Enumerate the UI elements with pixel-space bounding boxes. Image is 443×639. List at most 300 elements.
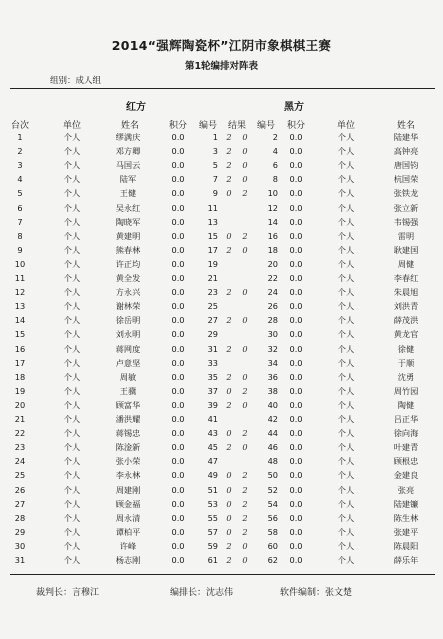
cell-id-red: 55 bbox=[207, 512, 218, 523]
cell-score-red: 0.0 bbox=[171, 385, 185, 396]
cell-table-no: 19 bbox=[14, 385, 26, 396]
cell-score-red: 0.0 bbox=[171, 442, 185, 453]
cell-name-black: 薛茂洪 bbox=[393, 315, 419, 326]
cell-result-red: 2 bbox=[226, 371, 232, 382]
cell-name-red: 刘永明 bbox=[115, 329, 141, 340]
cell-id-black: 14 bbox=[267, 216, 278, 227]
cell-id-black: 32 bbox=[267, 343, 278, 354]
cell-name-red: 谭柏平 bbox=[115, 526, 141, 537]
table-row bbox=[0, 470, 443, 483]
cell-unit-black: 个人 bbox=[337, 385, 355, 396]
cell-score-red: 0.0 bbox=[171, 498, 185, 509]
cell-name-red: 杨志刚 bbox=[115, 555, 141, 565]
cell-name-red: 谢林荣 bbox=[115, 301, 141, 312]
cell-id-black: 52 bbox=[267, 484, 278, 495]
cell-unit-red: 个人 bbox=[63, 470, 81, 481]
cell-name-black: 耿建国 bbox=[393, 244, 419, 255]
cell-table-no: 11 bbox=[14, 273, 26, 283]
cell-unit-black: 个人 bbox=[337, 258, 355, 269]
cell-id-black: 56 bbox=[267, 512, 278, 523]
cell-unit-black: 个人 bbox=[337, 230, 355, 241]
cell-score-red: 0.0 bbox=[171, 273, 185, 283]
cell-result-black: 2 bbox=[242, 470, 248, 481]
cell-score-red: 0.0 bbox=[171, 146, 185, 157]
cell-score-black: 0.0 bbox=[289, 526, 303, 537]
cell-name-red: 邓方卿 bbox=[115, 146, 141, 157]
cell-table-no: 8 bbox=[17, 230, 23, 241]
cell-table-no: 30 bbox=[14, 540, 26, 551]
cell-unit-black: 个人 bbox=[337, 371, 355, 382]
cell-result-black: 0 bbox=[242, 343, 248, 354]
cell-score-black: 0.0 bbox=[289, 132, 303, 142]
cell-table-no: 5 bbox=[17, 188, 23, 199]
cell-id-black: 50 bbox=[267, 470, 278, 481]
table-row bbox=[0, 146, 443, 159]
cell-score-black: 0.0 bbox=[289, 371, 303, 382]
cell-score-red: 0.0 bbox=[171, 484, 185, 495]
cell-unit-red: 个人 bbox=[63, 456, 81, 467]
cell-unit-red: 个人 bbox=[63, 216, 81, 227]
cell-score-black: 0.0 bbox=[289, 343, 303, 354]
cell-result-black: 2 bbox=[242, 526, 248, 537]
cell-score-red: 0.0 bbox=[171, 343, 185, 354]
table-row bbox=[0, 527, 443, 540]
cell-id-black: 44 bbox=[267, 428, 278, 439]
cell-table-no: 20 bbox=[14, 399, 26, 410]
cell-result-red: 0 bbox=[226, 385, 232, 396]
cell-score-red: 0.0 bbox=[171, 399, 185, 410]
cell-result-red: 2 bbox=[226, 555, 232, 565]
cell-score-red: 0.0 bbox=[171, 526, 185, 537]
cell-result-black: 2 bbox=[242, 230, 248, 241]
cell-unit-red: 个人 bbox=[63, 188, 81, 199]
cell-result-black: 0 bbox=[242, 132, 248, 142]
cell-id-red: 5 bbox=[212, 160, 218, 171]
cell-score-black: 0.0 bbox=[289, 456, 303, 467]
cell-id-red: 1 bbox=[212, 132, 218, 142]
cell-name-black: 于顺 bbox=[397, 357, 415, 368]
cell-id-black: 46 bbox=[267, 442, 278, 453]
cell-result-red: 0 bbox=[226, 188, 232, 199]
cell-score-black: 0.0 bbox=[289, 258, 303, 269]
cell-id-red: 61 bbox=[207, 555, 218, 565]
cell-table-no: 2 bbox=[17, 146, 23, 157]
cell-result-red: 2 bbox=[226, 146, 232, 157]
table-row bbox=[0, 513, 443, 526]
cell-unit-black: 个人 bbox=[337, 442, 355, 453]
cell-table-no: 13 bbox=[14, 301, 26, 312]
cell-table-no: 15 bbox=[14, 329, 26, 340]
cell-name-red: 蒋网度 bbox=[115, 343, 141, 354]
cell-result-red: 2 bbox=[226, 399, 232, 410]
cell-table-no: 28 bbox=[14, 512, 26, 523]
cell-unit-black: 个人 bbox=[337, 498, 355, 509]
cell-unit-red: 个人 bbox=[63, 202, 81, 213]
table-row bbox=[0, 485, 443, 498]
cell-table-no: 21 bbox=[14, 414, 26, 424]
cell-name-black: 唐国钧 bbox=[393, 160, 419, 171]
cell-score-black: 0.0 bbox=[289, 160, 303, 171]
cell-name-red: 潘洪耀 bbox=[115, 414, 141, 424]
cell-name-red: 陶晓军 bbox=[115, 216, 141, 227]
cell-name-red: 顾富华 bbox=[115, 399, 141, 410]
table-row bbox=[0, 273, 443, 286]
cell-score-black: 0.0 bbox=[289, 470, 303, 481]
cell-score-red: 0.0 bbox=[171, 555, 185, 565]
cell-id-black: 54 bbox=[267, 498, 278, 509]
cell-unit-red: 个人 bbox=[63, 287, 81, 298]
cell-name-black: 陈晨阳 bbox=[393, 540, 419, 551]
cell-name-black: 陆建镰 bbox=[393, 498, 419, 509]
cell-score-red: 0.0 bbox=[171, 301, 185, 312]
cell-score-black: 0.0 bbox=[289, 428, 303, 439]
cell-table-no: 18 bbox=[14, 371, 26, 382]
cell-name-red: 熊春林 bbox=[115, 244, 141, 255]
cell-id-black: 26 bbox=[267, 301, 278, 312]
cell-table-no: 6 bbox=[17, 202, 23, 213]
cell-name-red: 许峰 bbox=[119, 540, 137, 551]
cell-name-red: 黄全发 bbox=[115, 273, 141, 283]
cell-id-red: 53 bbox=[207, 498, 218, 509]
cell-unit-red: 个人 bbox=[63, 329, 81, 340]
cell-score-red: 0.0 bbox=[171, 216, 185, 227]
table-row bbox=[0, 329, 443, 342]
cell-table-no: 31 bbox=[14, 555, 26, 565]
cell-id-red: 33 bbox=[207, 357, 218, 368]
cell-unit-red: 个人 bbox=[63, 273, 81, 283]
cell-name-black: 黄龙官 bbox=[393, 329, 419, 340]
cell-id-black: 2 bbox=[272, 132, 278, 142]
cell-name-black: 李春红 bbox=[393, 273, 419, 283]
cell-id-black: 22 bbox=[267, 273, 278, 283]
cell-table-no: 7 bbox=[17, 216, 23, 227]
cell-score-black: 0.0 bbox=[289, 357, 303, 368]
cell-result-black: 0 bbox=[242, 287, 248, 298]
cell-result-black: 0 bbox=[242, 244, 248, 255]
cell-name-red: 缪满庆 bbox=[115, 132, 141, 142]
cell-unit-black: 个人 bbox=[337, 273, 355, 283]
cell-result-red: 0 bbox=[226, 484, 232, 495]
cell-name-black: 张亮 bbox=[397, 484, 415, 495]
cell-id-black: 42 bbox=[267, 414, 278, 424]
cell-id-red: 49 bbox=[207, 470, 218, 481]
cell-name-red: 王健 bbox=[119, 188, 137, 199]
cell-unit-black: 个人 bbox=[337, 329, 355, 340]
cell-name-red: 马国云 bbox=[115, 160, 141, 171]
table-row bbox=[0, 217, 443, 230]
cell-id-red: 15 bbox=[207, 230, 218, 241]
scheduler-label: 编排长：沈志伟 bbox=[170, 588, 234, 598]
black-side-label: 黑方 bbox=[284, 102, 304, 113]
cell-id-red: 51 bbox=[207, 484, 218, 495]
cell-id-black: 24 bbox=[267, 287, 278, 298]
cell-id-red: 23 bbox=[207, 287, 218, 298]
cell-unit-black: 个人 bbox=[337, 287, 355, 298]
cell-score-black: 0.0 bbox=[289, 146, 303, 157]
cell-id-black: 38 bbox=[267, 385, 278, 396]
cell-result-black: 0 bbox=[242, 160, 248, 171]
header-name-red: 姓名 bbox=[120, 121, 139, 131]
cell-result-black: 2 bbox=[242, 512, 248, 523]
cell-name-black: 金建良 bbox=[393, 470, 419, 481]
cell-result-red: 0 bbox=[226, 230, 232, 241]
cell-id-red: 31 bbox=[207, 343, 218, 354]
cell-result-black: 2 bbox=[242, 385, 248, 396]
group-label: 组别：成人组 bbox=[50, 76, 102, 86]
cell-unit-black: 个人 bbox=[337, 357, 355, 368]
cell-id-red: 21 bbox=[207, 273, 218, 283]
table-row bbox=[0, 456, 443, 469]
header-no: 台次 bbox=[10, 121, 29, 131]
cell-name-black: 朱晨旭 bbox=[393, 287, 419, 298]
table-row bbox=[0, 414, 443, 427]
cell-table-no: 29 bbox=[14, 526, 26, 537]
cell-id-red: 37 bbox=[207, 385, 218, 396]
cell-unit-black: 个人 bbox=[337, 160, 355, 171]
cell-name-red: 徐岳明 bbox=[115, 315, 141, 326]
cell-id-black: 10 bbox=[267, 188, 278, 199]
cell-name-black: 徐健 bbox=[397, 343, 415, 354]
cell-result-black: 0 bbox=[242, 540, 248, 551]
cell-unit-black: 个人 bbox=[337, 174, 355, 185]
cell-result-black: 0 bbox=[242, 399, 248, 410]
cell-id-black: 58 bbox=[267, 526, 278, 537]
cell-id-red: 7 bbox=[212, 174, 218, 185]
cell-table-no: 3 bbox=[17, 160, 23, 171]
cell-result-black: 0 bbox=[242, 371, 248, 382]
table-row bbox=[0, 301, 443, 314]
cell-name-red: 吴永红 bbox=[115, 202, 141, 213]
cell-score-red: 0.0 bbox=[171, 160, 185, 171]
cell-table-no: 16 bbox=[14, 343, 26, 354]
cell-unit-black: 个人 bbox=[337, 484, 355, 495]
cell-id-black: 60 bbox=[267, 540, 278, 551]
cell-score-black: 0.0 bbox=[289, 230, 303, 241]
cell-name-black: 薛乐年 bbox=[393, 555, 419, 565]
cell-id-black: 12 bbox=[267, 202, 278, 213]
cell-name-red: 顾金福 bbox=[115, 498, 141, 509]
cell-id-black: 4 bbox=[272, 146, 278, 157]
cell-id-red: 25 bbox=[207, 301, 218, 312]
cell-table-no: 12 bbox=[14, 287, 26, 298]
cell-unit-black: 个人 bbox=[337, 301, 355, 312]
cell-unit-red: 个人 bbox=[63, 428, 81, 439]
cell-unit-red: 个人 bbox=[63, 442, 81, 453]
cell-result-red: 0 bbox=[226, 512, 232, 523]
cell-unit-black: 个人 bbox=[337, 343, 355, 354]
cell-name-red: 周敏 bbox=[119, 371, 137, 382]
cell-score-black: 0.0 bbox=[289, 512, 303, 523]
cell-unit-red: 个人 bbox=[63, 371, 81, 382]
cell-table-no: 1 bbox=[17, 132, 23, 142]
cell-table-no: 17 bbox=[14, 357, 26, 368]
cell-score-black: 0.0 bbox=[289, 216, 303, 227]
cell-unit-black: 个人 bbox=[337, 202, 355, 213]
cell-score-red: 0.0 bbox=[171, 540, 185, 551]
cell-unit-black: 个人 bbox=[337, 315, 355, 326]
table-row bbox=[0, 174, 443, 187]
cell-unit-red: 个人 bbox=[63, 512, 81, 523]
cell-name-black: 韦锡强 bbox=[393, 216, 419, 227]
cell-unit-black: 个人 bbox=[337, 456, 355, 467]
cell-name-black: 顾根忠 bbox=[393, 456, 419, 467]
table-row bbox=[0, 442, 443, 455]
cell-score-red: 0.0 bbox=[171, 244, 185, 255]
cell-id-black: 18 bbox=[267, 244, 278, 255]
cell-score-black: 0.0 bbox=[289, 244, 303, 255]
cell-unit-red: 个人 bbox=[63, 244, 81, 255]
header-id-red: 编号 bbox=[198, 121, 217, 131]
cell-name-red: 周建刚 bbox=[115, 484, 141, 495]
cell-name-black: 刘洪青 bbox=[393, 301, 419, 312]
cell-result-black: 0 bbox=[242, 174, 248, 185]
table-row bbox=[0, 386, 443, 399]
cell-name-black: 高钟亮 bbox=[393, 146, 419, 157]
cell-score-red: 0.0 bbox=[171, 371, 185, 382]
cell-unit-black: 个人 bbox=[337, 146, 355, 157]
cell-name-red: 黄建明 bbox=[115, 230, 141, 241]
table-row bbox=[0, 132, 443, 145]
cell-unit-red: 个人 bbox=[63, 555, 81, 565]
cell-score-black: 0.0 bbox=[289, 385, 303, 396]
cell-result-red: 2 bbox=[226, 174, 232, 185]
cell-id-black: 16 bbox=[267, 230, 278, 241]
cell-name-red: 李永林 bbox=[115, 470, 141, 481]
table-row bbox=[0, 358, 443, 371]
cell-table-no: 23 bbox=[14, 442, 26, 453]
cell-score-red: 0.0 bbox=[171, 132, 185, 142]
cell-id-black: 8 bbox=[272, 174, 278, 185]
referee-label: 裁判长：言穆江 bbox=[36, 588, 100, 598]
table-row bbox=[0, 344, 443, 357]
cell-unit-red: 个人 bbox=[63, 301, 81, 312]
cell-unit-red: 个人 bbox=[63, 160, 81, 171]
cell-table-no: 9 bbox=[17, 244, 23, 255]
cell-score-black: 0.0 bbox=[289, 414, 303, 424]
cell-result-red: 0 bbox=[226, 498, 232, 509]
cell-id-black: 30 bbox=[267, 329, 278, 340]
cell-unit-red: 个人 bbox=[63, 174, 81, 185]
cell-score-red: 0.0 bbox=[171, 456, 185, 467]
table-row bbox=[0, 372, 443, 385]
cell-score-black: 0.0 bbox=[289, 555, 303, 565]
cell-id-red: 59 bbox=[207, 540, 218, 551]
cell-unit-black: 个人 bbox=[337, 540, 355, 551]
cell-table-no: 10 bbox=[14, 258, 26, 269]
cell-unit-red: 个人 bbox=[63, 343, 81, 354]
cell-score-red: 0.0 bbox=[171, 470, 185, 481]
cell-name-black: 杭国荣 bbox=[393, 174, 419, 185]
cell-id-black: 40 bbox=[267, 399, 278, 410]
cell-id-black: 48 bbox=[267, 456, 278, 467]
cell-score-black: 0.0 bbox=[289, 273, 303, 283]
cell-id-red: 45 bbox=[207, 442, 218, 453]
cell-table-no: 24 bbox=[14, 456, 26, 467]
cell-id-red: 47 bbox=[207, 456, 218, 467]
cell-score-black: 0.0 bbox=[289, 442, 303, 453]
cell-id-red: 43 bbox=[207, 428, 218, 439]
table-row bbox=[0, 231, 443, 244]
header-score-black: 积分 bbox=[286, 121, 305, 131]
cell-name-red: 陆军 bbox=[119, 174, 137, 185]
cell-unit-black: 个人 bbox=[337, 399, 355, 410]
cell-score-black: 0.0 bbox=[289, 188, 303, 199]
cell-name-black: 周健 bbox=[397, 258, 415, 269]
cell-id-black: 36 bbox=[267, 371, 278, 382]
cell-score-black: 0.0 bbox=[289, 202, 303, 213]
cell-unit-black: 个人 bbox=[337, 526, 355, 537]
table-row bbox=[0, 555, 443, 568]
cell-id-red: 11 bbox=[207, 202, 218, 213]
cell-id-red: 13 bbox=[207, 216, 218, 227]
cell-name-red: 王骥 bbox=[119, 385, 137, 396]
software-label: 软件编制：张文楚 bbox=[280, 588, 353, 598]
cell-unit-black: 个人 bbox=[337, 244, 355, 255]
cell-unit-red: 个人 bbox=[63, 146, 81, 157]
cell-id-red: 27 bbox=[207, 315, 218, 326]
top-divider bbox=[10, 88, 435, 89]
cell-score-black: 0.0 bbox=[289, 498, 303, 509]
cell-score-red: 0.0 bbox=[171, 329, 185, 340]
cell-score-black: 0.0 bbox=[289, 287, 303, 298]
cell-table-no: 22 bbox=[14, 428, 26, 439]
cell-name-black: 叶建青 bbox=[393, 442, 419, 453]
cell-unit-black: 个人 bbox=[337, 132, 355, 142]
cell-result-red: 0 bbox=[226, 428, 232, 439]
cell-unit-red: 个人 bbox=[63, 258, 81, 269]
cell-unit-red: 个人 bbox=[63, 357, 81, 368]
cell-table-no: 25 bbox=[14, 470, 26, 481]
cell-unit-black: 个人 bbox=[337, 414, 355, 424]
cell-id-black: 6 bbox=[272, 160, 278, 171]
bottom-divider bbox=[10, 574, 435, 575]
cell-result-black: 2 bbox=[242, 498, 248, 509]
cell-unit-red: 个人 bbox=[63, 526, 81, 537]
cell-result-black: 2 bbox=[242, 188, 248, 199]
table-row bbox=[0, 400, 443, 413]
table-row bbox=[0, 245, 443, 258]
cell-score-red: 0.0 bbox=[171, 174, 185, 185]
cell-name-black: 沈勇 bbox=[397, 371, 415, 382]
cell-result-red: 2 bbox=[226, 540, 232, 551]
cell-name-black: 周竹园 bbox=[393, 385, 419, 396]
cell-name-red: 陈淦新 bbox=[115, 442, 141, 453]
cell-name-black: 雷明 bbox=[397, 230, 415, 241]
cell-unit-black: 个人 bbox=[337, 512, 355, 523]
cell-id-red: 9 bbox=[212, 188, 218, 199]
cell-result-black: 0 bbox=[242, 146, 248, 157]
cell-table-no: 14 bbox=[14, 315, 26, 326]
table-row bbox=[0, 188, 443, 201]
cell-unit-red: 个人 bbox=[63, 132, 81, 142]
cell-id-red: 41 bbox=[207, 414, 218, 424]
cell-score-black: 0.0 bbox=[289, 315, 303, 326]
cell-name-black: 张建平 bbox=[393, 526, 419, 537]
cell-score-red: 0.0 bbox=[171, 512, 185, 523]
cell-name-red: 蒋锡忠 bbox=[115, 428, 141, 439]
cell-score-black: 0.0 bbox=[289, 174, 303, 185]
cell-name-red: 方永兴 bbox=[115, 287, 141, 298]
table-row bbox=[0, 428, 443, 441]
cell-id-red: 29 bbox=[207, 329, 218, 340]
table-row bbox=[0, 259, 443, 272]
header-name-black: 姓名 bbox=[396, 121, 415, 131]
cell-score-red: 0.0 bbox=[171, 230, 185, 241]
cell-score-black: 0.0 bbox=[289, 301, 303, 312]
cell-name-black: 陆建华 bbox=[393, 132, 419, 142]
cell-score-black: 0.0 bbox=[289, 540, 303, 551]
cell-result-red: 2 bbox=[226, 132, 232, 142]
